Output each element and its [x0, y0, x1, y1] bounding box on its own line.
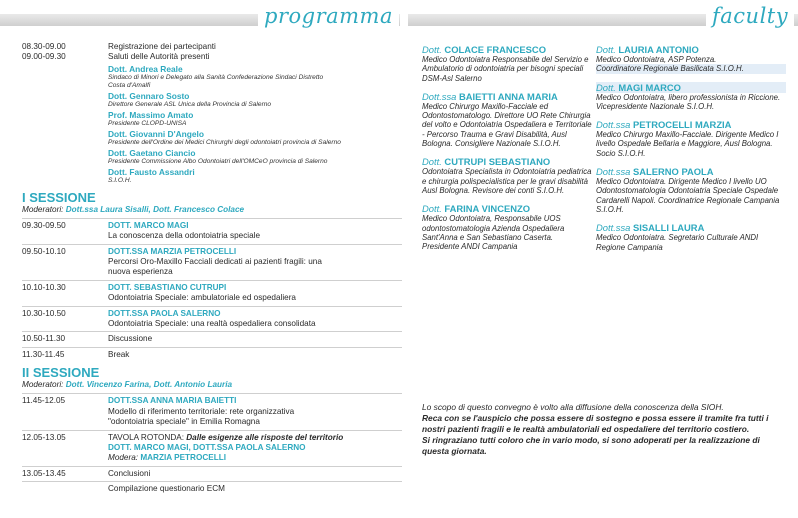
- faculty-column-2: [596, 44, 786, 260]
- time-slot: 11.30-11.45: [22, 349, 65, 359]
- divider: [22, 218, 402, 219]
- program-section: [22, 42, 402, 495]
- faculty-entry: Dott. CUTRUPI SEBASTIANO Odontoiatra Specialista in Odontoiatria pediatrica e chirurgia polispecialistica per le gravi disabilità Ausl Bologna. Revisore dei conti S.I.O.H.: [422, 156, 592, 195]
- program-row: [22, 396, 402, 427]
- program-row: [22, 469, 402, 479]
- round-table-label: TAVOLA ROTONDA:: [108, 432, 184, 442]
- speaker-name: DOTT.SSA PAOLA SALERNO: [108, 308, 221, 318]
- divider: [22, 481, 402, 482]
- speaker-name: DOTT.SSA MARZIA PETROCELLI: [108, 246, 237, 256]
- faculty-title: faculty: [706, 4, 794, 28]
- closing-paragraph-2: Reca con se l'auspicio che possa essere di sostegno e possa essere il tramite fra tutti i nostri pazienti fragili e le realtà ambulatoriali ed ospedaliere del territorio costiero.: [422, 413, 769, 434]
- faculty-entry: Dott.ssa BAIETTI ANNA MARIA Medico Chirurgo Maxillo-Facciale ed Odontostomatologo. Direttore UO Rete Chirurgia del volto e Odontoiatria Ospedaliera e Territoriale - Percorso Trauma e Gravi Disabilità, Ausl Bologna. Consigliere Nazionale S.I.O.H.: [422, 90, 592, 149]
- faculty-name: COLACE FRANCESCO: [444, 44, 546, 55]
- speaker-name: DOTT. MARCO MAGI: [108, 220, 189, 230]
- faculty-name: MAGI MARCO: [618, 81, 681, 93]
- divider: [22, 347, 402, 348]
- authority-name: Dott. Gennaro Sosto: [108, 90, 190, 101]
- row-text: Registrazione dei partecipanti: [108, 42, 216, 51]
- row-text: Saluti delle Autorità presenti: [108, 52, 210, 62]
- faculty-name: CUTRUPI SEBASTIANO: [444, 156, 551, 168]
- talk-title: Percorsi Oro-Maxillo Facciali dedicati ai pazienti fragili: una nuova esperienza: [108, 257, 322, 277]
- authority-name: Dott. Fausto Assandri: [108, 166, 195, 177]
- faculty-entry: Dott. MAGI MARCO Medico Odontoiatra, libero professionista in Riccione. Vicepresidente Nazionale S.I.O.H.: [596, 82, 786, 112]
- divider: [22, 280, 402, 281]
- talk-title: Modello di riferimento territoriale: rete organizzativa "odontoiatria speciale" in Emilia Romagna: [108, 406, 295, 427]
- authority-name: Dott. Giovanni D'Angelo: [108, 128, 204, 139]
- session-2-title: II SESSIONE: [22, 365, 100, 381]
- program-row: [22, 350, 402, 360]
- authority-role: Presidente dell'Ordine dei Medici Chirurghi degli odontoiatri provincia di Salerno: [108, 138, 341, 146]
- round-table-moderator-label: Modera:: [108, 453, 139, 463]
- faculty-entry: Dott. LAURIA ANTONIO Medico Odontoiatra, ASP Potenza. Coordinatore Regionale Basilicata S.I.O.H.: [596, 44, 786, 74]
- speaker-name: DOTT.SSA ANNA MARIA BAIETTI: [108, 396, 237, 406]
- talk-title: Break: [108, 349, 130, 359]
- closing-paragraph-1: Lo scopo di questo convegno è volto alla diffusione della conoscenza della SIOH.: [422, 402, 724, 412]
- talk-title: La conoscenza della odontoiatria speciale: [108, 231, 261, 241]
- talk-title: Compilazione questionario ECM: [108, 484, 225, 494]
- divider: [22, 306, 402, 307]
- program-row: [22, 283, 402, 304]
- authority-role: Direttore Generale ASL Unica della Provincia di Salerno: [108, 100, 272, 108]
- time-slot: 10.50-11.30: [22, 334, 66, 344]
- faculty-desc: Odontoiatra Specialista in Odontoiatria pediatrica e chirurgia polispecialistica per le gravi disabilità Ausl Bologna. Revisore dei conti S.I.O.H.: [422, 167, 592, 195]
- time-slot: 08.30-09.00: [22, 42, 66, 51]
- programma-header: [0, 0, 400, 36]
- round-table-speakers: DOTT. MARCO MAGI, DOTT.SSA PAOLA SALERNO: [108, 442, 306, 452]
- faculty-entry: Dott. COLACE FRANCESCO Medico Odontoiatra Responsabile del Servizio e Ambulatorio di odontoiatria per bisogni speciali DSM-Asl Salerno: [422, 44, 592, 83]
- faculty-desc-highlight: Coordinatore Regionale Basilicata S.I.O.H.: [596, 64, 786, 73]
- authority-name: Dott. Gaetano Ciancio: [108, 147, 196, 158]
- program-row: [22, 221, 402, 242]
- divider: [22, 331, 402, 332]
- faculty-name: SISALLI LAURA: [633, 222, 705, 234]
- authority-role: S.I.O.H.: [108, 176, 132, 184]
- program-row: [22, 309, 402, 330]
- closing-paragraph-3: Si ringraziano tutti coloro che in vario modo, si sono adoperati per la realizzazione di questa giornata.: [422, 435, 760, 456]
- session-1-moderators: Moderatori: Dott.ssa Laura Sisalli, Dott. Francesco Colace: [22, 204, 245, 214]
- session-1-title: I SESSIONE: [22, 189, 96, 205]
- faculty-entry: Dott. FARINA VINCENZO Medico Odontoiatra, Responsabile UOS odontostomatologia Azienda Ospedaliera Sant'Anna e San Sebastiano Caserta. Presidente ANDI Campania: [422, 203, 592, 251]
- faculty-desc: Medico Odontoiatra. Dirigente Medico I livello UO Odontostomatologia Odontoiatria Speciale Ospedale Cardarelli Napoli. Coordinatrice Regionale Campania S.I.O.H.: [596, 177, 780, 214]
- talk-title: Odontoiatria Speciale: una realtà ospedaliera consolidata: [108, 319, 316, 329]
- faculty-name: BAIETTI ANNA MARIA: [459, 90, 558, 102]
- faculty-name: FARINA VINCENZO: [444, 203, 531, 215]
- faculty-column-1: [422, 44, 592, 259]
- time-slot: 09.50-10.10: [22, 246, 66, 256]
- faculty-entry: Dott.ssa SALERNO PAOLA Medico Odontoiatra. Dirigente Medico I livello UO Odontostomatologia Odontoiatria Speciale Ospedale Cardarelli Napoli. Coordinatrice Regionale Campania S.I.O.H.: [596, 166, 786, 214]
- faculty-entry: Dott.ssa PETROCELLI MARZIA Medico Chirurgo Maxillo-Facciale. Dirigente Medico I livello Ospedale Bellaria e Maggiore, Ausl Bologna. Socio S.I.O.H.: [596, 119, 786, 158]
- authority-role: Presidente CLOPD-UNISA: [108, 119, 187, 127]
- faculty-name: SALERNO PAOLA: [633, 166, 714, 178]
- faculty-header: [408, 0, 798, 36]
- round-table-topic: Dalle esigenze alle risposte del territorio: [186, 432, 344, 442]
- authority-name: Prof. Massimo Amato: [108, 109, 194, 120]
- faculty-desc: Medico Odontoiatra, Responsabile UOS odontostomatologia Azienda Ospedaliera Sant'Anna e San Sebastiano Caserta. Presidente ANDI Campania: [422, 214, 565, 252]
- program-row: [22, 42, 402, 52]
- authority-role: Presidente Commissione Albo Odontoiatri dell'OMCeO provincia di Salerno: [108, 157, 328, 165]
- talk-title: Odontoiatria Speciale: ambulatoriale ed ospedaliera: [108, 293, 296, 303]
- program-row: [22, 334, 402, 344]
- program-row: [22, 52, 402, 62]
- divider: [22, 466, 402, 467]
- program-row: [22, 484, 402, 494]
- round-table-moderator: MARZIA PETROCELLI: [140, 453, 226, 463]
- faculty-desc: Medico Chirurgo Maxillo-Facciale ed Odontostomatologo. Direttore UO Rete Chirurgia del volto e Odontoiatria Ospedaliera e Territoriale - Percorso Trauma e Gravi Disabilità, Ausl Bologna. Consigliere Nazionale S.I.O.H.: [422, 101, 592, 149]
- faculty-desc: Medico Chirurgo Maxillo-Facciale. Dirigente Medico I livello Ospedale Bellaria e Maggiore, Ausl Bologna. Socio S.I.O.H.: [596, 130, 779, 158]
- divider: [22, 393, 402, 394]
- time-slot: 12.05-13.05: [22, 432, 66, 442]
- closing-statement: [422, 402, 780, 456]
- faculty-desc: Medico Odontoiatra, ASP Potenza.: [596, 55, 717, 64]
- session-2-moderators: Moderatori: Dott. Vincenzo Farina, Dott. Antonio Lauria: [22, 380, 233, 390]
- authority-name: Dott. Andrea Reale: [108, 63, 183, 74]
- divider: [22, 244, 402, 245]
- time-slot: 09.00-09.30: [22, 52, 66, 62]
- program-row: [22, 433, 402, 464]
- authority-role: Sindaco di Minori e Delegato alla Sanità Confederazione Sindaci Distretto Costa d'Amalfi: [108, 73, 324, 89]
- faculty-desc: Medico Odontoiatra, libero professionista in Riccione. Vicepresidente Nazionale S.I.O.H.: [596, 92, 781, 111]
- programma-title: programma: [258, 4, 399, 28]
- faculty-name: LAURIA ANTONIO: [618, 44, 699, 55]
- faculty-desc: Medico Odontoiatra Responsabile del Servizio e Ambulatorio di odontoiatria per bisogni speciali DSM-Asl Salerno: [422, 55, 589, 83]
- time-slot: 13.05-13.45: [22, 468, 66, 478]
- divider: [22, 430, 402, 431]
- program-row: [22, 247, 402, 278]
- time-slot: 11.45-12.05: [22, 396, 66, 406]
- faculty-name: PETROCELLI MARZIA: [633, 119, 732, 131]
- talk-title: Conclusioni: [108, 468, 151, 478]
- time-slot: 10.30-10.50: [22, 308, 66, 318]
- authorities-list: [22, 64, 402, 185]
- faculty-desc: Medico Odontoiatra. Segretario Culturale ANDI Regione Campania: [596, 233, 759, 252]
- talk-title: Discussione: [108, 334, 153, 344]
- time-slot: 09.30-09.50: [22, 220, 66, 230]
- faculty-entry: Dott.ssa SISALLI LAURA Medico Odontoiatra. Segretario Culturale ANDI Regione Campania: [596, 222, 786, 252]
- speaker-name: DOTT. SEBASTIANO CUTRUPI: [108, 282, 227, 292]
- time-slot: 10.10-10.30: [22, 282, 66, 292]
